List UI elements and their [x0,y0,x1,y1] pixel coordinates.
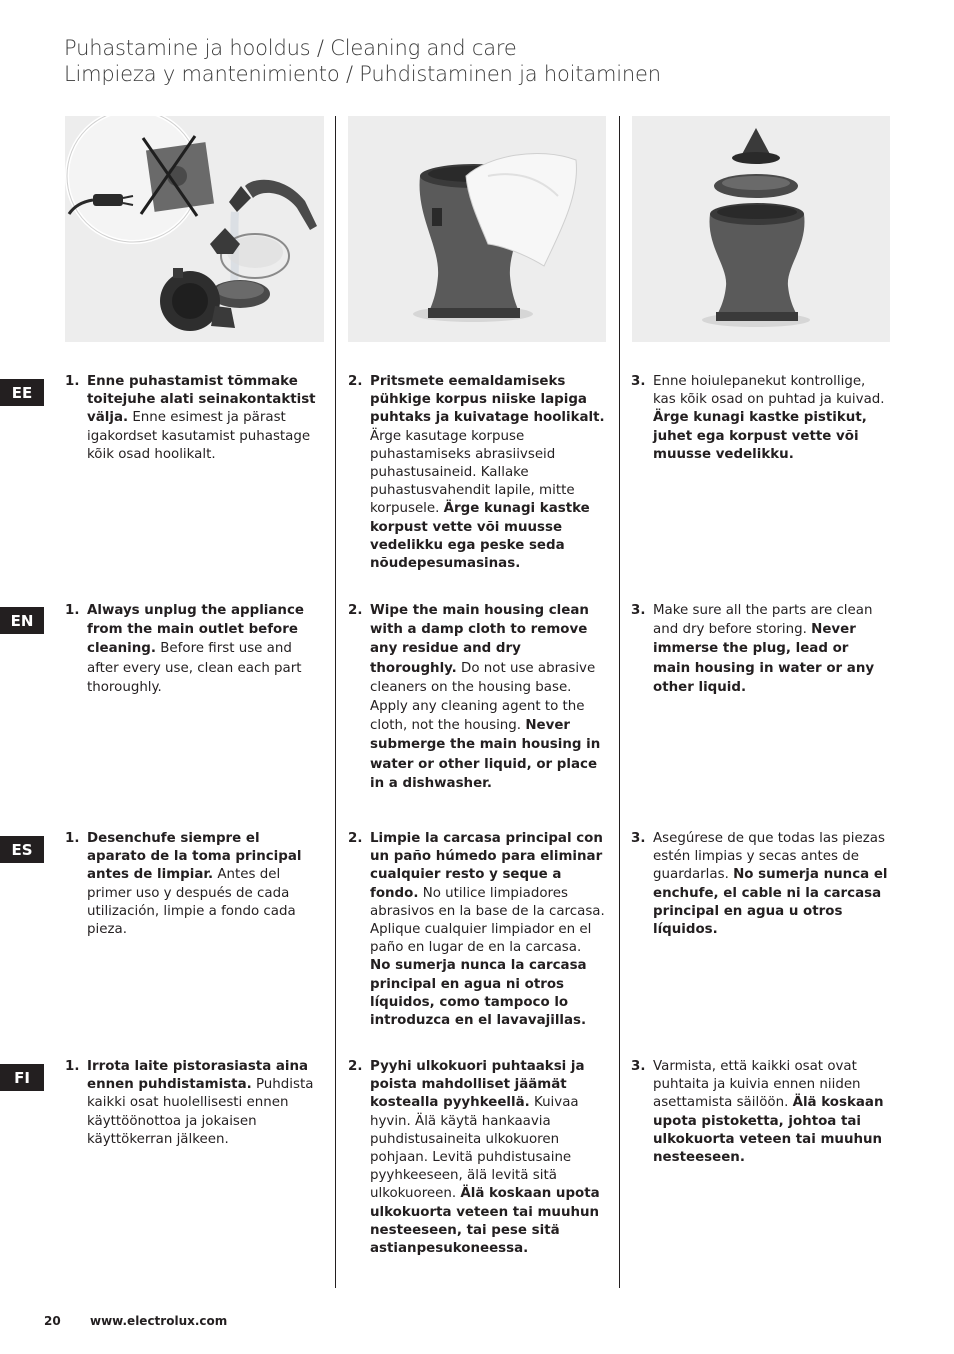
page-title-line-1: Puhastamine ja hooldus / Cleaning and care [64,36,517,60]
step-1-ee: 1. Enne puhastamist tõmmake toitejuhe alati seinakontaktist välja. Enne esimest ja pärast igakordset kasutamist puhastage kõik osad hoolikalt. [65,374,316,462]
language-tag-en: EN [0,607,44,634]
step-1-en: 1. Always unplug the appliance from the main outlet before cleaning. Before first use and after every use, clean each part thoroughly. [65,603,304,695]
step-3-es: 3. Asegúrese de que todas las piezas estén limpias y secas antes de guardarlas. No sumerja nunca el enchufe, el cable ni la carcasa principal en agua u otros líquidos. [631,831,888,938]
footer-url: www.electrolux.com [90,1314,228,1328]
step-2-ee: 2. Pritsmete eemaldamiseks pühkige korpus niiske lapiga puhtaks ja kuivatage hoolikalt. Ärge kasutage korpuse puhastamiseks abrasiivseid puhastusaineid. Kallake puhastusvahendit lapile, mitte korpusele. Ärge kunagi kastke korpust vette või muusse vedelikku ega peske seda nõudepesumasinas. [348,374,605,572]
language-tag-es: ES [0,836,44,863]
step-3-ee: 3. Enne hoiulepanekut kontrollige, kas kõik osad on puhtad ja kuivad. Ärge kunagi kastke pistikut, juhet ega korpust vette või muusse vedelikku. [631,374,885,462]
step-3-en: 3. Make sure all the parts are clean and dry before storing. Never immerse the plug, lead or main housing in water or any other liquid. [631,603,875,695]
wipe-housing-illustration [348,116,606,342]
step-1-es: 1. Desenchufe siempre el aparato de la toma principal antes de limpiar. Antes del primer uso y después de cada utilización, limpie a fondo cada pieza. [65,831,302,938]
page-number: 20 [44,1314,61,1328]
step-1-fi: 1. Irrota laite pistorasiasta aina ennen puhdistamista. Puhdista kaikki osat huolellisesti ennen käyttöönottoa ja jokaisen käyttökerran jälkeen. [65,1059,314,1147]
unplug-and-rinse-illustration [65,116,324,342]
language-tag-fi: FI [0,1064,44,1091]
step-2-fi: 2. Pyyhi ulkokuori puhtaaksi ja poista mahdolliset jäämät kostealla pyyhkeellä. Kuivaa hyvin. Älä käytä hankaavia puhdistusaineita ulkokuoren pohjaan. Levitä puhdistusaine pyyhkeeseen, älä levitä sitä ulkokuoreen. Älä koskaan upota ulkokuorta veteen tai muuhun nesteeseen, tai pese sitä astianpesukoneessa. [348,1059,600,1257]
language-tag-ee: EE [0,379,44,406]
clean-parts-illustration [632,116,890,342]
step-3-fi: 3. Varmista, että kaikki osat ovat puhtaita ja kuivia ennen niiden asettamista säilöön. Älä koskaan upota pistoketta, johtoa tai ulkokuorta veteen tai muuhun nesteeseen. [631,1059,884,1166]
step-2-en: 2. Wipe the main housing clean with a damp cloth to remove any residue and dry thoroughly. Do not use abrasive cleaners on the housing base. Apply any cleaning agent to the cloth, not the housing. Never submerge the main housing in water or other liquid, or place in a dishwasher. [348,603,601,791]
page-title-line-2: Limpieza y mantenimiento / Puhdistaminen ja hoitaminen [64,62,661,86]
column-divider-1 [335,116,336,1288]
column-divider-2 [619,116,620,1288]
step-2-es: 2. Limpie la carcasa principal con un paño húmedo para eliminar cualquier resto y seque a fondo. No utilice limpiadores abrasivos en la base de la carcasa. Aplique cualquier limpiador en el paño en lugar de en la carcasa. No sumerja nunca la carcasa principal en agua ni otros líquidos, como tampoco lo introduzca en el lavavajillas. [348,831,605,1029]
